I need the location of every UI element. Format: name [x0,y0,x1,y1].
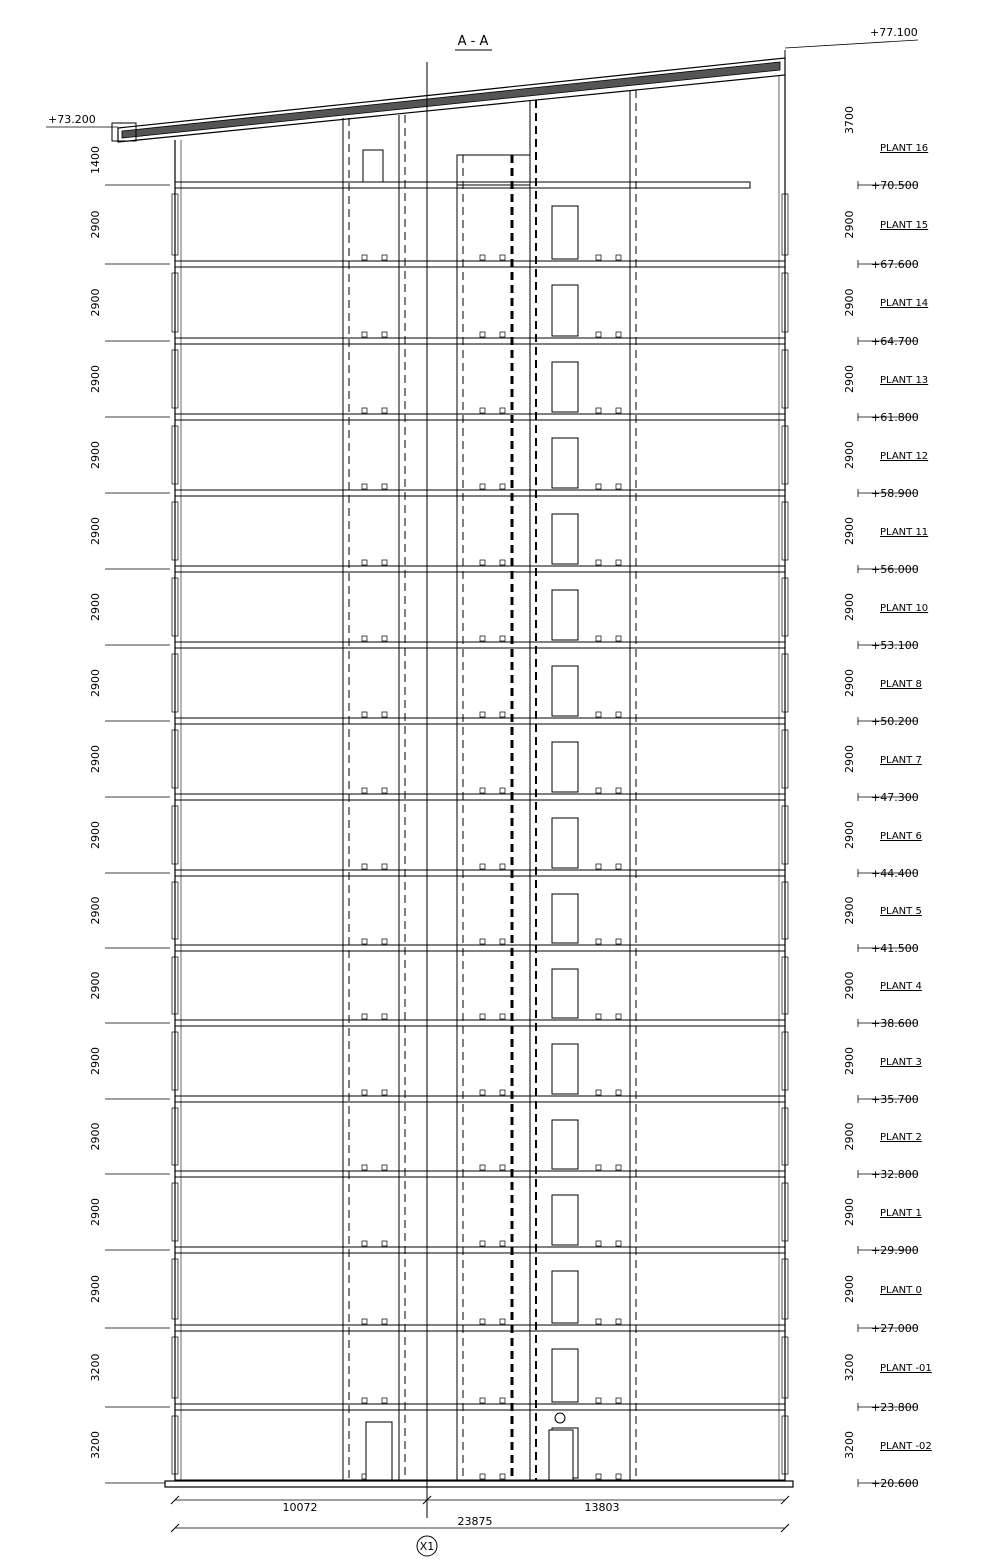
plant-label: PLANT 7 [880,755,922,766]
wall-marker [382,1241,387,1246]
dim-total: 23875 [457,1515,493,1528]
door [552,894,578,943]
wall-marker [362,1398,367,1403]
wall-marker [616,560,621,565]
level-value: +23.800 [871,1401,919,1414]
storey-height-right: 2900 [843,288,856,317]
plant-label: PLANT 12 [880,451,929,462]
ground-door-right [549,1430,573,1480]
wall-marker [382,1319,387,1324]
wall-marker [596,636,601,641]
wall-marker [596,1398,601,1403]
storey-height-left: 2900 [89,1047,102,1075]
wall-marker [362,408,367,413]
storey-height-left: 2900 [89,288,102,317]
wall-marker [500,1474,505,1479]
plant-label: PLANT 3 [880,1057,922,1068]
door [552,969,578,1018]
wall-marker [596,408,601,413]
wall-marker [382,712,387,717]
floor-slab [175,1171,785,1177]
wall-marker [596,1165,601,1170]
roof-height-dim: 3700 [843,106,856,134]
door [552,1349,578,1402]
lift-overrun [457,155,530,185]
floor-slab [175,338,785,344]
wall-marker [616,864,621,869]
axis-label: X1 [419,1540,435,1553]
storey-height-right: 3200 [843,1431,856,1459]
storey-height-left: 2900 [89,517,102,545]
wall-marker [362,1319,367,1324]
wall-marker [596,1241,601,1246]
door [552,590,578,640]
storey-height-right: 2900 [843,593,856,621]
level-value: +53.100 [871,639,919,652]
wall-marker [500,255,505,260]
wall-marker [596,332,601,337]
level-value: +58.900 [871,487,919,500]
floor-slab [175,261,785,267]
bottom-dimensions [171,1496,789,1532]
wall-marker [362,1241,367,1246]
level-value: +41.500 [871,942,919,955]
level-value: +56.000 [871,563,919,576]
roof-right-level: +77.100 [870,26,918,39]
wall-marker [382,939,387,944]
wall-marker [382,255,387,260]
storey-height-left: 2900 [89,896,102,925]
wall-marker [500,1319,505,1324]
storey-height-right: 2900 [843,1198,856,1226]
storey-height-right: 2900 [843,365,856,393]
wall-marker [362,788,367,793]
floor-slab [175,1247,785,1253]
wall-marker [480,255,485,260]
floor-slab [175,1404,785,1410]
wall-marker [596,712,601,717]
wall-marker [480,408,485,413]
wall-marker [616,1014,621,1019]
plant-label: PLANT 8 [880,679,922,690]
plant-label: PLANT 5 [880,906,922,917]
storey-height-right: 2900 [843,669,856,697]
floor-slab [175,490,785,496]
wall-marker [616,332,621,337]
door [552,818,578,868]
roof-left-level: +73.200 [48,113,96,126]
wall-marker [500,712,505,717]
floor-slab [175,1325,785,1331]
floor-slab [175,642,785,648]
plant-label: PLANT 1 [880,1208,922,1219]
dim-right: 13803 [584,1501,620,1514]
wall-marker [616,788,621,793]
wall-marker [596,1014,601,1019]
storey-height-right: 2900 [843,1047,856,1075]
wall-marker [500,1014,505,1019]
wall-marker [596,864,601,869]
floor-slab [175,1020,785,1026]
storey-height-left: 2900 [89,821,102,849]
parapet-dim: 1400 [89,146,102,174]
ground-fixture [555,1413,565,1423]
storey-height-left: 3200 [89,1353,102,1382]
level-value: +50.200 [871,715,919,728]
wall-marker [480,1319,485,1324]
storey-height-left: 2900 [89,1122,102,1151]
wall-marker [382,1014,387,1019]
door [552,514,578,564]
wall-marker [616,636,621,641]
section-title: A - A [457,34,489,49]
storey-height-left: 3200 [89,1431,102,1459]
level-value: +27.000 [871,1322,919,1335]
wall-marker [500,1241,505,1246]
storey-height-right: 2900 [843,517,856,545]
plant-label: PLANT 15 [880,220,929,231]
storey-height-left: 2900 [89,593,102,621]
wall-marker [362,1165,367,1170]
wall-marker [480,484,485,489]
door [552,666,578,716]
wall-marker [480,939,485,944]
plant-label: PLANT 4 [880,981,922,992]
door [552,438,578,488]
storey-height-left: 2900 [89,1198,102,1226]
plant-label: PLANT -02 [880,1441,932,1452]
wall-marker [500,408,505,413]
level-value: +70.500 [871,179,919,192]
wall-marker [362,332,367,337]
roof-right-level-line [785,40,918,48]
wall-marker [616,1474,621,1479]
wall-marker [382,1165,387,1170]
storey-height-left: 2900 [89,365,102,393]
wall-marker [500,1165,505,1170]
level-value: +61.800 [871,411,919,424]
level-value: +35.700 [871,1093,919,1106]
door [552,1120,578,1169]
wall-marker [596,1090,601,1095]
wall-marker [596,788,601,793]
level-value: +29.900 [871,1244,919,1257]
wall-marker [362,712,367,717]
wall-marker [596,484,601,489]
level-value: +32.800 [871,1168,919,1181]
plant-label: PLANT 14 [880,298,929,309]
wall-marker [362,1090,367,1095]
wall-marker [596,1474,601,1479]
door [552,1195,578,1245]
wall-marker [362,1014,367,1019]
wall-marker [616,1090,621,1095]
storey-height-right: 2900 [843,821,856,849]
storey-height-right: 2900 [843,971,856,1000]
wall-marker [500,332,505,337]
wall-marker [500,560,505,565]
wall-marker [500,1398,505,1403]
wall-marker [616,255,621,260]
level-value: +67.600 [871,258,919,271]
wall-marker [382,484,387,489]
wall-marker [616,1398,621,1403]
floor-slab [175,718,785,724]
wall-marker [382,408,387,413]
wall-marker [362,560,367,565]
wall-marker [616,1165,621,1170]
plant-label: PLANT 11 [880,527,929,538]
wall-marker [382,332,387,337]
wall-marker [480,1090,485,1095]
storey-height-left: 2900 [89,971,102,1000]
wall-marker [500,1090,505,1095]
level-value: +64.700 [871,335,919,348]
wall-marker [500,484,505,489]
storey-height-right: 2900 [843,1275,856,1303]
wall-marker [616,1319,621,1324]
door [552,1271,578,1323]
wall-marker [500,788,505,793]
wall-marker [500,636,505,641]
storey-height-left: 2900 [89,210,102,239]
storey-height-right: 2900 [843,210,856,239]
storey-height-left: 2900 [89,1275,102,1303]
wall-marker [362,864,367,869]
wall-marker [480,1398,485,1403]
wall-marker [596,255,601,260]
storey-height-left: 2900 [89,745,102,773]
floor-slab [175,870,785,876]
wall-marker [480,1165,485,1170]
plant-label: PLANT 2 [880,1132,922,1143]
wall-marker [480,1241,485,1246]
floor-slab [175,1096,785,1102]
plant-label: PLANT 16 [880,143,929,154]
wall-marker [362,255,367,260]
level-value: +47.300 [871,791,919,804]
dim-left: 10072 [282,1501,318,1514]
wall-marker [480,788,485,793]
wall-marker [480,864,485,869]
level-value: +44.400 [871,867,919,880]
wall-marker [480,560,485,565]
wall-marker [616,1241,621,1246]
wall-marker [596,1319,601,1324]
wall-marker [382,1090,387,1095]
plant-label: PLANT 13 [880,375,929,386]
plant-label: PLANT 10 [880,603,929,614]
plant-label: PLANT 6 [880,831,922,842]
level-value: +20.600 [871,1477,919,1490]
floor-slab [175,794,785,800]
wall-marker [500,939,505,944]
storey-height-left: 2900 [89,441,102,469]
wall-marker [616,408,621,413]
wall-marker [500,864,505,869]
level-labels-layer [89,143,932,1490]
wall-marker [616,712,621,717]
floor-slab [175,414,785,420]
wall-marker [480,1474,485,1479]
wall-marker [362,939,367,944]
door [552,206,578,259]
wall-marker [480,1014,485,1019]
roof-insulation [122,62,780,138]
door [552,1044,578,1094]
level-value: +38.600 [871,1017,919,1030]
storey-height-right: 2900 [843,441,856,469]
storey-height-right: 2900 [843,896,856,925]
wall-marker [616,939,621,944]
floor-slab [175,566,785,572]
door [552,742,578,792]
door [552,362,578,412]
wall-marker [382,1398,387,1403]
wall-marker [596,560,601,565]
wall-marker [596,939,601,944]
wall-marker [616,484,621,489]
wall-marker [382,788,387,793]
plant-label: PLANT -01 [880,1363,932,1374]
wall-marker [480,332,485,337]
wall-marker [382,636,387,641]
roof-access-door [363,150,383,182]
storey-height-right: 3200 [843,1353,856,1382]
ground-door-left [366,1422,392,1480]
floors-layer [105,75,793,1487]
wall-marker [382,560,387,565]
wall-marker [362,636,367,641]
floor-slab [175,945,785,951]
wall-marker [480,636,485,641]
storey-height-right: 2900 [843,745,856,773]
wall-marker [362,484,367,489]
foundation-slab [165,1481,793,1487]
door [552,285,578,336]
wall-marker [480,712,485,717]
storey-height-right: 2900 [843,1122,856,1151]
plant-label: PLANT 0 [880,1285,922,1296]
storey-height-left: 2900 [89,669,102,697]
wall-marker [382,864,387,869]
